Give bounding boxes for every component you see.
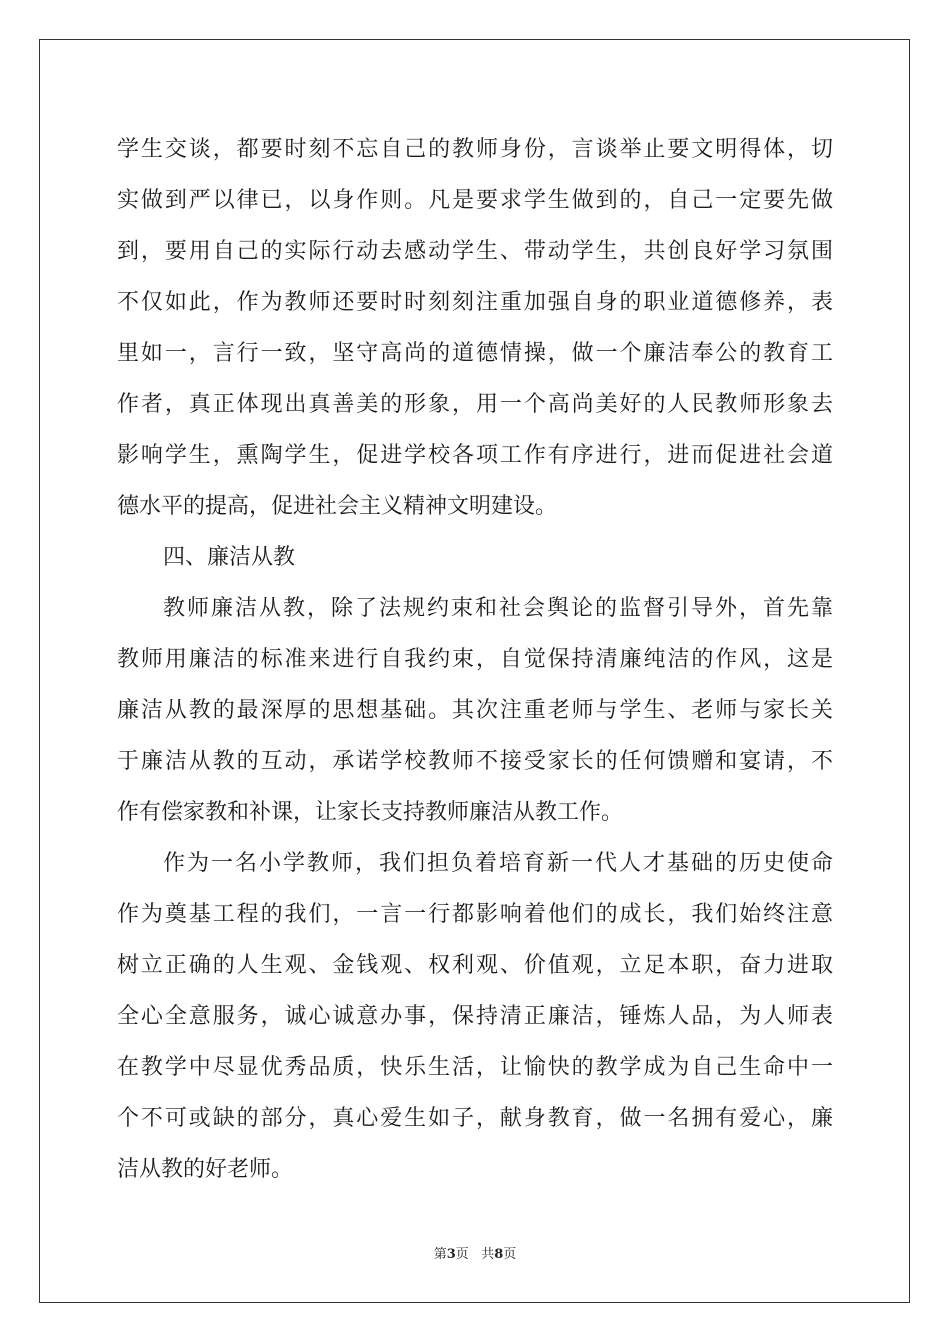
text-line: 作为奠基工程的我们，一言一行都影响着他们的成长，我们始终注意	[117, 902, 833, 927]
text-line: 学生交谈，都要时刻不忘自己的教师身份，言谈举止要文明得体，切	[117, 137, 833, 162]
text-line: 个不可或缺的部分，真心爱生如子，献身教育，做一名拥有爱心，廉	[117, 1106, 833, 1131]
text-line: 全心全意服务，诚心诚意办事，保持清正廉洁，锤炼人品，为人师表	[117, 1004, 833, 1029]
page-footer	[0, 1243, 950, 1262]
document-body	[117, 124, 833, 1195]
text-line: 作有偿家教和补课，让家长支持教师廉洁从教工作。	[117, 800, 624, 825]
text-line: 到，要用自己的实际行动去感动学生、带动学生，共创良好学习氛围	[117, 239, 833, 264]
section-heading: 四、廉洁从教	[163, 545, 296, 570]
footer-page-suffix: 页	[455, 1247, 469, 1262]
footer-total-prefix: 共	[481, 1247, 495, 1262]
footer-total-suffix: 页	[503, 1247, 517, 1262]
text-line: 于廉洁从教的互动，承诺学校教师不接受家长的任何馈赠和宴请，不	[117, 749, 833, 774]
text-line: 教师用廉洁的标准来进行自我约束，自觉保持清廉纯洁的作风，这是	[117, 647, 833, 672]
text-line: 影响学生，熏陶学生，促进学校各项工作有序进行，进而促进社会道	[117, 443, 833, 468]
text-line: 在教学中尽显优秀品质，快乐生活，让愉快的教学成为自己生命中一	[117, 1055, 833, 1080]
text-line: 不仅如此，作为教师还要时时刻刻注重加强自身的职业道德修养，表	[117, 290, 833, 315]
text-line: 作为一名小学教师，我们担负着培育新一代人才基础的历史使命	[163, 851, 833, 876]
text-line: 廉洁从教的最深厚的思想基础。其次注重老师与学生、老师与家长关	[117, 698, 833, 723]
text-line: 教师廉洁从教，除了法规约束和社会舆论的监督引导外，首先靠	[163, 596, 833, 621]
footer-prefix: 第	[433, 1247, 447, 1262]
text-line: 洁从教的好老师。	[117, 1157, 294, 1182]
total-pages-number: 8	[494, 1247, 504, 1262]
current-page-number: 3	[446, 1247, 456, 1262]
text-line: 实做到严以律已，以身作则。凡是要求学生做到的，自己一定要先做	[117, 188, 833, 213]
text-line: 作者，真正体现出真善美的形象，用一个高尚美好的人民教师形象去	[117, 392, 833, 417]
text-line: 德水平的提高，促进社会主义精神文明建设。	[117, 494, 558, 519]
text-line: 树立正确的人生观、金钱观、权利观、价值观，立足本职，奋力进取	[117, 953, 833, 978]
text-line: 里如一，言行一致，坚守高尚的道德情操，做一个廉洁奉公的教育工	[117, 341, 833, 366]
